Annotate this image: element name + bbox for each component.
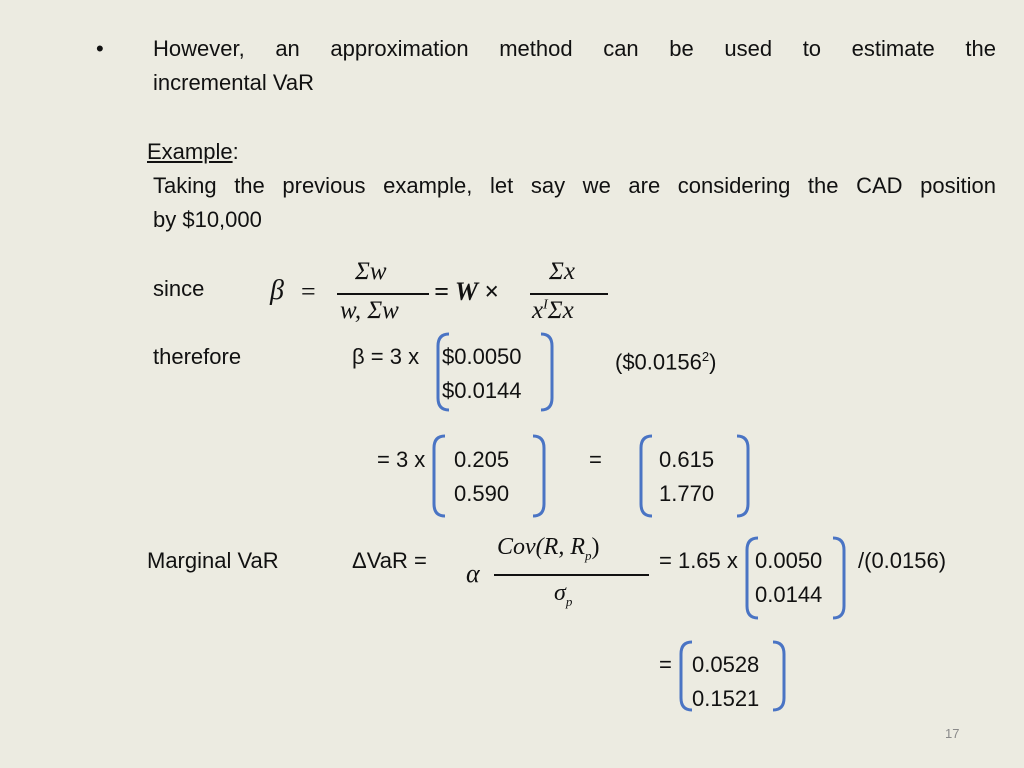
bullet-line-1: However, an approximation method can be used to estimate the bbox=[153, 36, 996, 61]
example-line-1: Taking the previous example, let say we are considering the CAD position bbox=[153, 173, 996, 198]
marginal-vec-bottom: 0.0144 bbox=[755, 582, 823, 607]
step2-vec-top: 0.205 bbox=[454, 447, 510, 472]
step2-left-bracket bbox=[430, 433, 450, 519]
den2-sup: I bbox=[543, 297, 548, 313]
step2-vec-bottom: 0.590 bbox=[454, 481, 510, 506]
example-heading bbox=[147, 139, 239, 165]
step2-result-top: 0.615 bbox=[659, 447, 715, 472]
therefore-right-bracket bbox=[538, 331, 558, 413]
marginal-vec-top: 0.0050 bbox=[755, 548, 823, 573]
sigma-denominator bbox=[554, 580, 572, 610]
alpha-symbol: α bbox=[466, 559, 480, 588]
fraction2-bar bbox=[530, 293, 608, 295]
therefore-scalar bbox=[615, 344, 716, 375]
marginal-var-label: Marginal VaR bbox=[147, 548, 279, 573]
therefore-vec-top: $0.0050 bbox=[442, 344, 522, 369]
marginal-factor: = 1.65 x bbox=[659, 548, 738, 573]
den2-x: x bbox=[532, 297, 544, 324]
marginal-right-bracket bbox=[830, 535, 850, 621]
result-right-bracket bbox=[770, 639, 790, 713]
fraction2-denominator bbox=[532, 297, 574, 325]
result-bottom: 0.1521 bbox=[692, 686, 760, 711]
result-equals: = bbox=[659, 652, 672, 677]
beta-symbol: β bbox=[270, 275, 284, 306]
cov-sub: p bbox=[584, 547, 592, 563]
bullet-line-2: incremental VaR bbox=[153, 70, 314, 95]
scalar-close: ) bbox=[709, 349, 717, 375]
cov-text: Cov(R, R bbox=[497, 534, 585, 560]
equals-sign-1: = bbox=[301, 277, 316, 306]
marginal-fraction-bar bbox=[494, 574, 649, 576]
step2-result-left-bracket bbox=[637, 433, 657, 519]
therefore-beta-expr: β = 3 x bbox=[352, 344, 420, 369]
den2-sum: Σx bbox=[547, 297, 574, 324]
scalar-base: ($0.0156 bbox=[615, 349, 702, 375]
step2-right-bracket bbox=[530, 433, 550, 519]
fraction1-bar bbox=[337, 293, 429, 295]
therefore-label: therefore bbox=[153, 344, 242, 369]
sigma-symbol: σ bbox=[554, 580, 566, 606]
result-top: 0.0528 bbox=[692, 652, 760, 677]
step2-result-bottom: 1.770 bbox=[659, 481, 715, 506]
scalar-sup: 2 bbox=[701, 349, 710, 364]
fraction2-numerator: Σx bbox=[549, 258, 575, 285]
step2-equals: = bbox=[589, 447, 602, 472]
step2-prefix: = 3 x bbox=[377, 447, 426, 472]
example-colon: : bbox=[232, 139, 239, 164]
fraction1-denominator: w, Σw bbox=[340, 297, 399, 324]
fraction1-numerator: Σw bbox=[355, 258, 387, 285]
bullet-symbol: • bbox=[96, 36, 104, 61]
cov-numerator bbox=[497, 534, 599, 564]
page-number: 17 bbox=[945, 726, 960, 741]
since-label: since bbox=[153, 276, 205, 301]
sigma-sub: p bbox=[565, 593, 573, 609]
therefore-vec-bottom: $0.0144 bbox=[442, 378, 522, 403]
marginal-divisor: /(0.0156) bbox=[858, 548, 947, 573]
example-line-2: by $10,000 bbox=[153, 207, 262, 232]
example-heading-text: Example bbox=[147, 139, 233, 164]
delta-var-label: ΔVaR = bbox=[352, 548, 427, 573]
w-times: = W × bbox=[434, 277, 499, 306]
step2-result-right-bracket bbox=[734, 433, 754, 519]
cov-close: ) bbox=[591, 534, 600, 560]
